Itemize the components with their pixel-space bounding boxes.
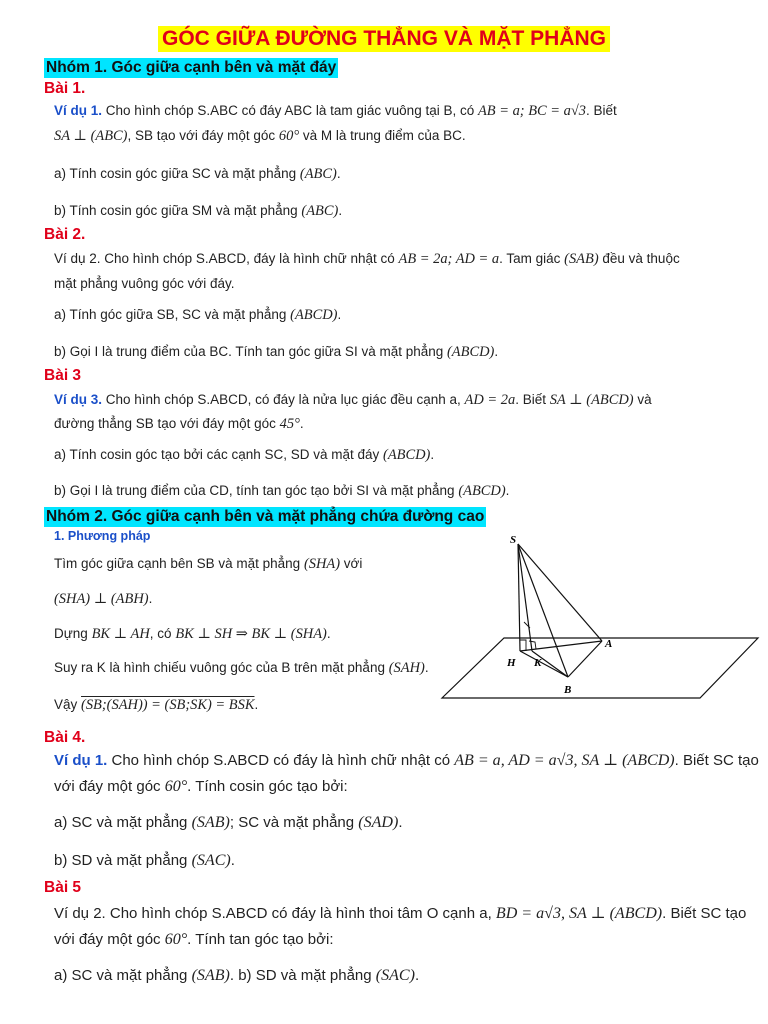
- bai1-line2: SA ⊥ (ABC), SB tạo với đáy một góc 60° và M là trung điểm của BC.: [54, 128, 466, 144]
- bai3-part-b: b) Gọi I là trung điểm của CD, tính tan góc tạo bởi SI và mặt phẳng (ABCD).: [54, 483, 510, 499]
- edge-HA: [520, 641, 602, 651]
- edge-SB: [518, 544, 568, 677]
- label-A: A: [605, 638, 613, 650]
- bai5-line1: Ví dụ 2. Cho hình chóp S.ABCD có đáy là hình thoi tâm O cạnh a, BD = a√3, SA ⊥ (ABCD). Biết SC tạo: [54, 905, 747, 922]
- label-B: B: [564, 684, 572, 696]
- bai4-part-b: b) SD và mặt phẳng (SAC).: [54, 852, 235, 869]
- group2-heading: Nhóm 2. Góc giữa cạnh bên và mặt phẳng chứa đường cao: [46, 508, 485, 525]
- bai5-label: Bài 5: [44, 879, 82, 896]
- page-title: GÓC GIỮA ĐƯỜNG THẲNG VÀ MẶT PHẲNG: [158, 26, 610, 52]
- base-plane: [442, 638, 758, 698]
- bai4-line1: Ví dụ 1. Cho hình chóp S.ABCD có đáy là hình chữ nhật có AB = a, AD = a√3, SA ⊥ (ABCD). Biết SC tạo: [54, 752, 759, 769]
- bai1-part-a: a) Tính cosin góc giữa SC và mặt phẳng (ABC).: [54, 166, 341, 182]
- bai2-line2: mặt phẳng vuông góc với đáy.: [54, 276, 235, 291]
- label-S: S: [510, 534, 517, 546]
- bai4-part-a: a) SC và mặt phẳng (SAB); SC và mặt phẳng (SAD).: [54, 814, 403, 831]
- bai5-parts: a) SC và mặt phẳng (SAB). b) SD và mặt phẳng (SAC).: [54, 967, 420, 984]
- bai1-part-b: b) Tính cosin góc giữa SM và mặt phẳng (ABC).: [54, 203, 343, 219]
- method-line3: Dựng BK ⊥ AH, có BK ⊥ SH ⇒ BK ⊥ (SHA).: [54, 626, 331, 642]
- bai1-line1: Ví dụ 1. Cho hình chóp S.ABC có đáy ABC là tam giác vuông tại B, có AB = a; BC = a√3. Biết: [54, 103, 617, 119]
- bai4-line2: với đáy một góc 60°. Tính cosin góc tạo bởi:: [54, 778, 348, 795]
- bai3-line1: Ví dụ 3. Cho hình chóp S.ABCD, có đáy là nửa lục giác đều cạnh a, AD = 2a. Biết SA ⊥ (ABCD) và: [54, 392, 652, 408]
- pyramid-figure: [440, 530, 760, 710]
- bai2-label: Bài 2.: [44, 226, 86, 243]
- group1-heading: Nhóm 1. Góc giữa cạnh bên và mặt đáy: [46, 59, 337, 76]
- bai2-line1: Ví dụ 2. Cho hình chóp S.ABCD, đáy là hình chữ nhật có AB = 2a; AD = a. Tam giác (SAB) đều và thuộc: [54, 251, 680, 267]
- bai3-line2: đường thẳng SB tạo với đáy một góc 45°.: [54, 416, 304, 432]
- bai4-label: Bài 4.: [44, 729, 86, 746]
- method-line1: Tìm góc giữa cạnh bên SB và mặt phẳng (SHA) với: [54, 556, 363, 572]
- label-K: K: [534, 657, 542, 669]
- method-label: 1. Phương pháp: [54, 529, 151, 543]
- label-H: H: [507, 657, 516, 669]
- bai5-line2: với đáy một góc 60°. Tính tan góc tạo bởi:: [54, 931, 334, 948]
- method-line4: Suy ra K là hình chiếu vuông góc của B trên mặt phẳng (SAH).: [54, 660, 429, 676]
- bai3-part-a: a) Tính cosin góc tạo bởi các cạnh SC, SD và mặt đáy (ABCD).: [54, 447, 435, 463]
- right-angle-K: [529, 641, 536, 649]
- method-line2: (SHA) ⊥ (ABH).: [54, 591, 153, 607]
- bai1-label: Bài 1.: [44, 80, 86, 97]
- edge-SA: [518, 544, 602, 641]
- right-angle-H: [520, 640, 526, 651]
- edge-HB: [520, 651, 568, 677]
- bai2-part-b: b) Gọi I là trung điểm của BC. Tính tan góc giữa SI và mặt phẳng (ABCD).: [54, 344, 499, 360]
- edge-AB: [568, 641, 602, 677]
- bai3-label: Bài 3: [44, 367, 82, 384]
- method-line5: Vậy (SB;(SAH)) = (SB;SK) = BSK.: [54, 697, 259, 713]
- bai2-part-a: a) Tính góc giữa SB, SC và mặt phẳng (ABCD).: [54, 307, 342, 323]
